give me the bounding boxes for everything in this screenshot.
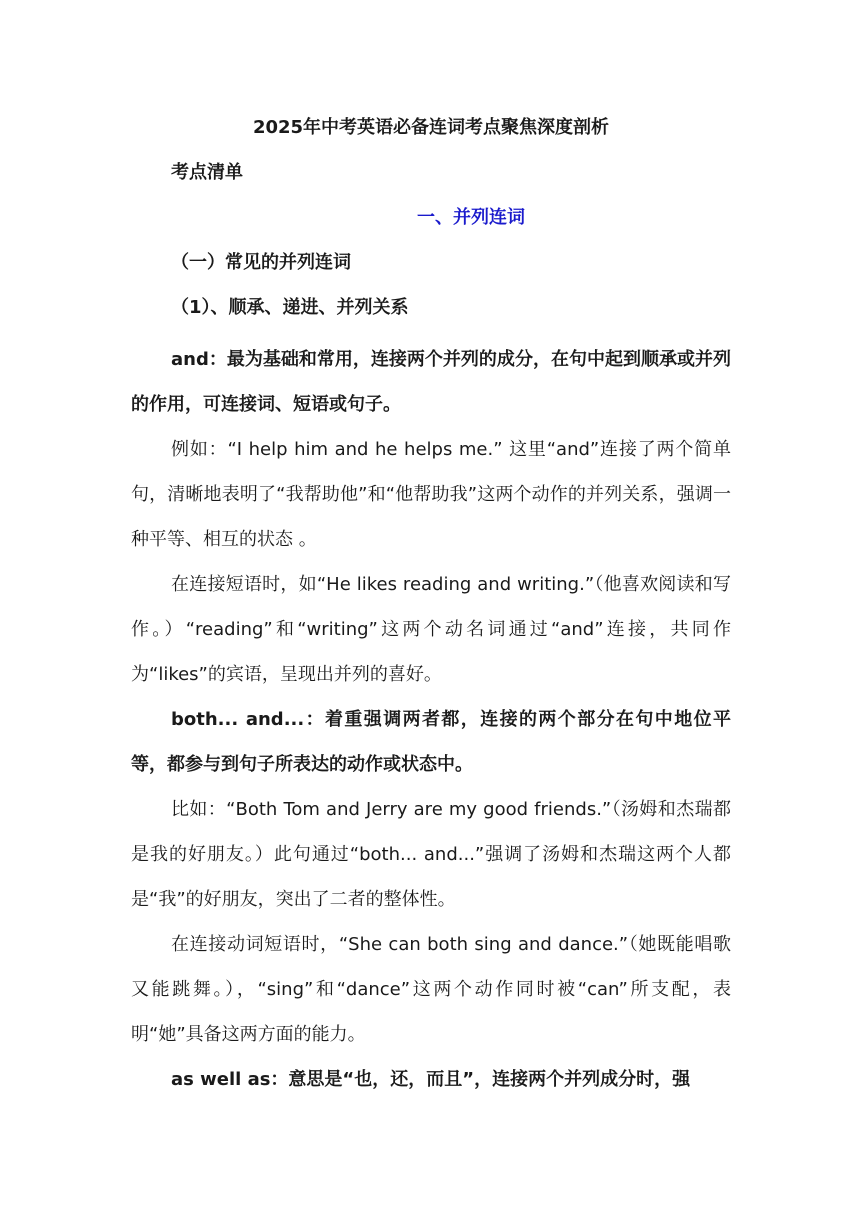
sub-heading-relations: （1）、顺承、递进、并列关系 <box>171 297 409 318</box>
paragraph-and-definition: and：最为基础和常用，连接两个并列的成分，在句中起到顺承或并列的作用，可连接词、短语或句子。 <box>131 349 731 415</box>
sub-heading-common-conjunctions: （一）常见的并列连词 <box>171 252 351 273</box>
paragraph-and-example-1: 例如：“I help him and he helps me.” 这里“and”连接了两个简单句，清晰地表明了“我帮助他”和“他帮助我”这两个动作的并列关系，强调一种平等、相互的状态 。 <box>131 439 731 550</box>
section-label: 考点清单 <box>171 162 243 183</box>
heading-coordinating-conjunctions: 一、并列连词 <box>417 207 525 228</box>
paragraph-as-well-as-definition: as well as：意思是“也，还，而且”，连接两个并列成分时，强 <box>171 1069 691 1090</box>
paragraph-both-and-example-2: 在连接动词短语时，“She can both sing and dance.”（她既能唱歌又能跳舞。），“sing”和“dance”这两个动作同时被“can”所支配，表明“她”具备这两方面的能力。 <box>131 934 731 1045</box>
paragraph-and-example-2: 在连接短语时，如“He likes reading and writing.”（他喜欢阅读和写作。）“reading”和“writing”这两个动名词通过“and”连接，共同作为“likes”的宾语，呈现出并列的喜好。 <box>131 574 731 685</box>
document-body <box>131 112 731 1102</box>
document-title: 2025年中考英语必备连词考点聚焦深度剖析 <box>252 117 610 138</box>
paragraph-both-and-example-1: 比如：“Both Tom and Jerry are my good friends.”（汤姆和杰瑞都是我的好朋友。）此句通过“both... and...”强调了汤姆和杰瑞这两个人都是“我”的好朋友，突出了二者的整体性。 <box>131 799 731 910</box>
paragraph-both-and-definition: both... and...：着重强调两者都，连接的两个部分在句中地位平等，都参与到句子所表达的动作或状态中。 <box>131 709 731 775</box>
